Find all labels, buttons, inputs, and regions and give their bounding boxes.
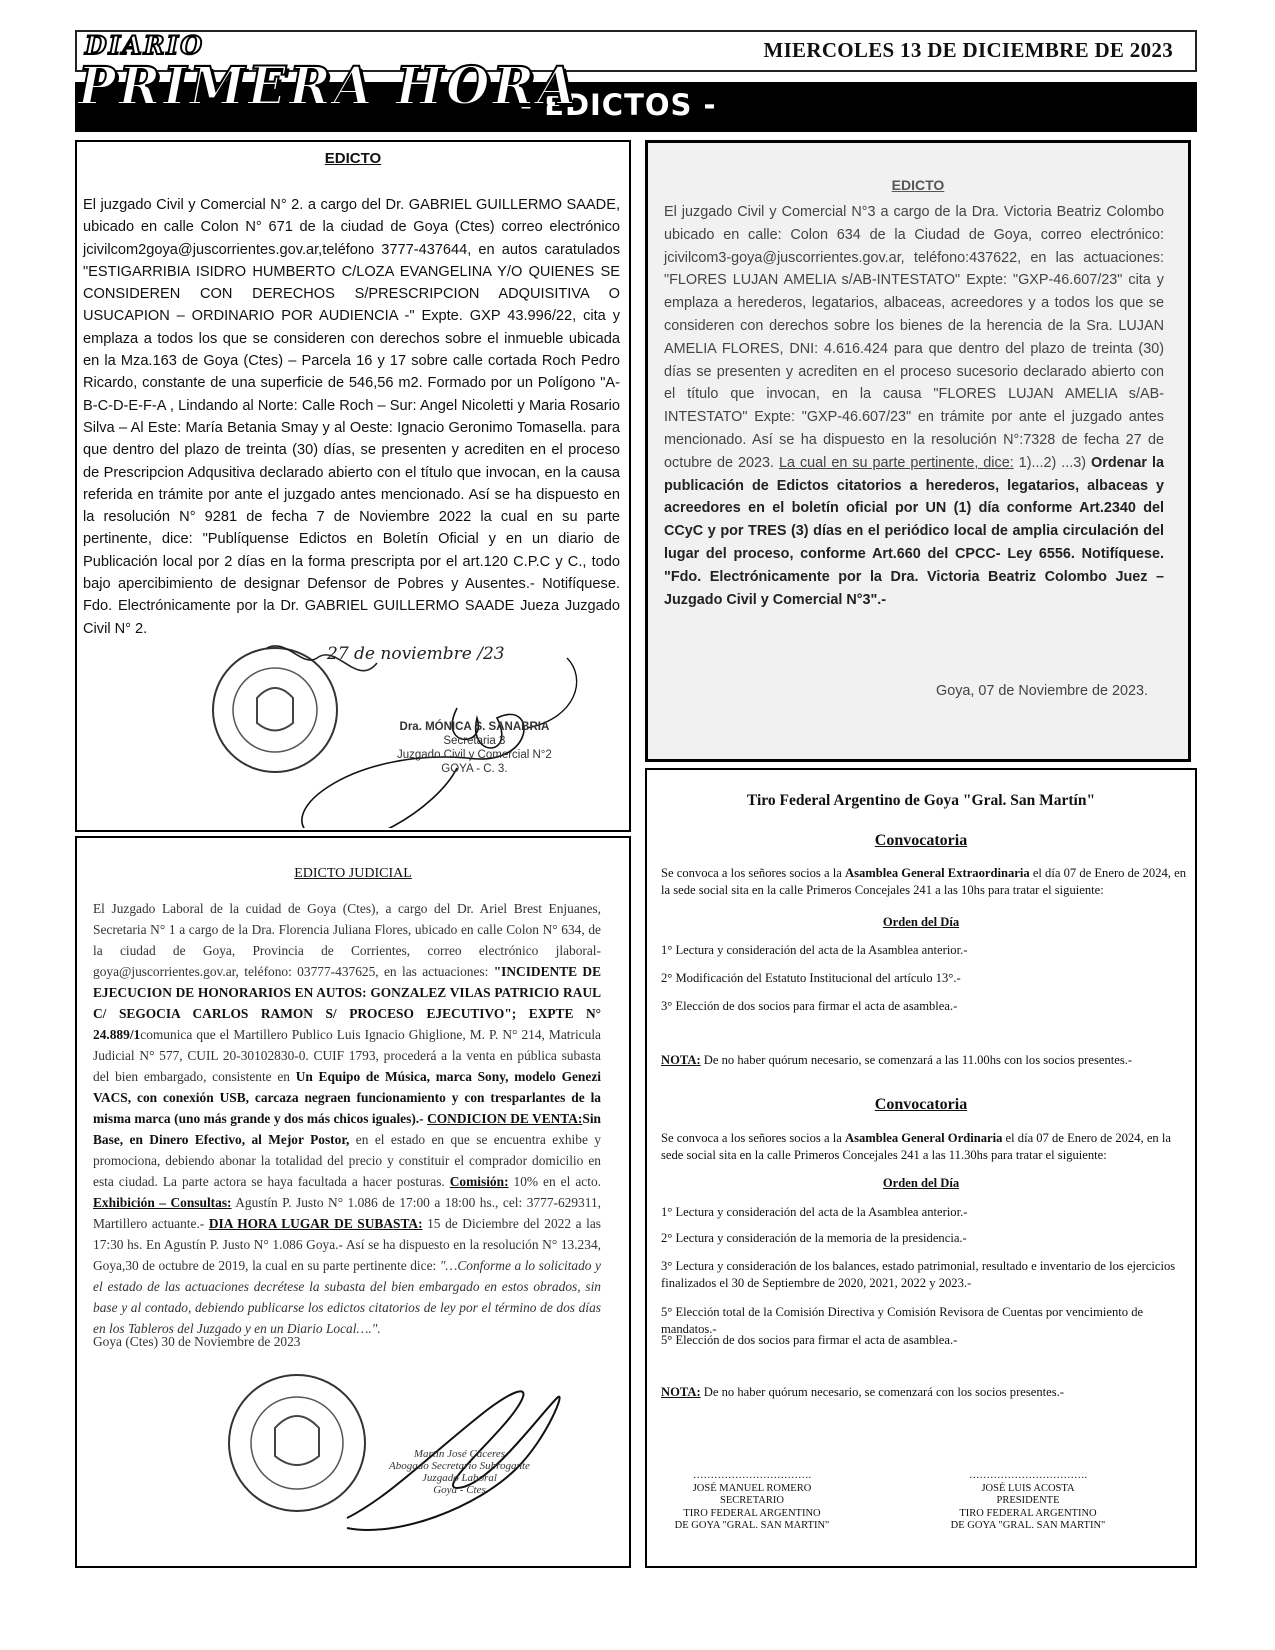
edict-title: EDICTO JUDICIAL (294, 866, 412, 881)
signature-secretario (667, 1470, 837, 1533)
handwritten-date: 27 de noviembre /23 (327, 644, 505, 664)
signer-org: DE GOYA "GRAL. SAN MARTIN" (674, 1520, 830, 1531)
nota-text: De no haber quórum necesario, se comenzará a las 11.00hs con los socios presentes.- (700, 1053, 1133, 1067)
edict-body-bold: Ordenar la publicación de Edictos citatorios a herederos, legatarios, albaceas y acreedores en el boletín oficial por UN (1) día conforme Art.2340 del CCyC y por TRES (3) días en el periódico local de amplia circulación del lugar del proceso, conforme Art.660 del CPCC- Ley 6556. Notifíquese. "Fdo. Electrónicamente por la Dra. Victoria Beatriz Colombo Juez – Juzgado Civil y Comercial N°3".- (664, 454, 1164, 608)
signer-name: Dra. MÓNICA S. SANABRIA (399, 721, 550, 733)
edict-label: Comisión: (449, 1174, 509, 1189)
signer-name: JOSÉ LUIS ACOSTA (981, 1482, 1075, 1494)
convocatoria-notice (645, 768, 1197, 1568)
intro-text: el día 07 de Enero de 2024, en la sede social sita en la calle Primeros Concejales 241 a las 11.30hs para tratar el siguiente: (661, 1131, 1171, 1162)
convocatoria-title: Convocatoria (874, 1096, 968, 1113)
signer-court: Juzgado Laboral (422, 1472, 497, 1484)
logo-diario: DIARIO (85, 31, 205, 60)
org-title: Tiro Federal Argentino de Goya "Gral. San Martín" (746, 792, 1096, 809)
edict-label: Exhibición – Consultas: (93, 1195, 232, 1210)
edict-text: 10% en el acto. (508, 1174, 601, 1189)
signer-name: JOSÉ MANUEL ROMERO (692, 1482, 812, 1494)
agenda-item: 5° Elección total de la Comisión Directiva y Comisión Revisora de Cuentas por vencimiento de mandatos.- (661, 1305, 1144, 1336)
agenda-item: 1° Lectura y consideración del acta de la Asamblea anterior.- (661, 943, 968, 957)
agenda-item: 2° Modificación del Estatuto Institucional del artículo 13°.- (661, 971, 961, 985)
edict-text: 15 de Diciembre del 2022 a las 17:30 hs. En Agustín P. Justo N° 1.086 Goya.- Así se ha dispuesto en la resolución N° 13.234, Goya,30 de octubre de 2019, la cual en su parte pertinente dice: (93, 1216, 602, 1273)
edict-body-underlined: La cual en su parte pertinente, dice: (778, 454, 1014, 471)
edict-title: EDICTO (324, 150, 382, 167)
edict-text: comunica que el Martillero Publico Luis Ignacio Ghiglione, M. P. N° 214, Matricula Judicial N° 577, CUIL 20-30102830-0. CUIF 1793, procederá a la venta en pública subasta del bien embargado, consistente en (93, 1027, 601, 1084)
signer-org: DE GOYA "GRAL. SAN MARTIN" (950, 1520, 1106, 1531)
place-date: Goya (Ctes) 30 de Noviembre de 2023 (93, 1334, 301, 1349)
signer-role: Abogado Secretario Subrogante (389, 1460, 530, 1472)
edict-text: en el estado en que se encuentra exhibe y promociona, debiendo abonar la totalidad del precio y constituir el comprador domicilio en esta ciudad. La parte actora se haya facultada a hacer posturas. (93, 1132, 601, 1189)
signature-line: ……………………………. (692, 1470, 812, 1481)
edict-text: El Juzgado Laboral de la cuidad de Goya (Ctes), a cargo del Dr. Ariel Brest Enjuanes, Secretaria N° 1 a cargo de la Dra. Florencia Juliana Flores, ubicado en calle Colon N° 634, de la ciudad de Goya, Provincia de Corrientes, correo electrónico jlaboral-goya@juscorrientes.gov.ar, teléfono: 03777-437625, en las actuaciones: (93, 901, 601, 979)
agenda-item: 2° Lectura y consideración de la memoria de la presidencia.- (661, 1231, 967, 1245)
nota-label: NOTA: (661, 1053, 701, 1067)
convocatoria-intro (661, 865, 1187, 899)
edict-label: CONDICION DE VENTA: (427, 1111, 583, 1126)
convocatoria-intro (661, 1130, 1187, 1164)
signer-org: TIRO FEDERAL ARGENTINO (683, 1507, 821, 1519)
signature-block (397, 720, 552, 776)
signer-role: Secretaria 3 (443, 735, 506, 747)
nota (661, 1384, 1187, 1401)
edict-title: EDICTO (891, 177, 945, 193)
edict-body-main: El juzgado Civil y Comercial N°3 a cargo de la Dra. Victoria Beatriz Colombo ubicado en calle: Colon 634 de la Ciudad de Goya, correo electrónico: jcivilcom3-goya@juscorrientes.gov.ar, teléfono:437622, en las actuaciones: "FLORES LUJAN AMELIA s/AB-INTESTATO" Expte: "GXP-46.607/23" cita y emplaza a herederos, legatarios, albaceas, acreedores y a todos los que se consideren con derechos sobre los bienes de la herencia de la Sra. LUJAN AMELIA FLORES, DNI: 4.616.424 para que dentro del plazo de treinta (30) días se presenten y acrediten en el proceso sucesorio declarado abierto con el título que invocan, en la causa "FLORES LUJAN AMELIA s/AB-INTESTATO" Expte: "GXP-46.607/23" en trámite por ante el juzgado antes mencionado. Así se ha dispuesto en la resolución N°:7328 de fecha 27 de octubre de 2023. (664, 204, 1164, 471)
agenda-title: Orden del Día (882, 1176, 960, 1190)
signer-role: SECRETARIO (720, 1495, 784, 1506)
nota-label: NOTA: (661, 1385, 701, 1399)
edict-body (93, 898, 601, 1339)
edict-item: Un Equipo de Música, marca Sony, modelo Genezi VACS, con conexión USB, carcaza negraen funcionamiento y con tresparlantes de la misma marca (uno más grande y dos más chicos iguales).- (93, 1069, 601, 1126)
signer-court: Juzgado Civil y Comercial N°2 (397, 749, 552, 761)
agenda-title: Orden del Día (882, 915, 960, 929)
intro-text: Se convoca a los señores socios a la (661, 1131, 845, 1145)
nota (661, 1052, 1187, 1069)
signer-name: Martin José Cáceres (413, 1448, 506, 1460)
agenda-item: 5° Elección de dos socios para firmar el acta de asamblea.- (661, 1333, 958, 1347)
edict-body-tail: 1)...2) ...3) (1013, 454, 1087, 471)
signer-city: GOYA - C. 3. (441, 763, 508, 775)
edict-body (664, 201, 1164, 611)
agenda-item: 3° Elección de dos socios para firmar el acta de asamblea.- (661, 999, 958, 1013)
edict-label: DIA HORA LUGAR DE SUBASTA: (208, 1216, 423, 1231)
signature-line: ……………………………. (968, 1470, 1088, 1481)
agenda-item: 3° Lectura y consideración de los balances, estado patrimonial, resultado e inventario de los ejercicios finalizados el 30 de Septiembre de 2020, 2021, 2022 y 2023.- (661, 1259, 1176, 1290)
edict-quote: "…Conforme a lo solicitado y el estado de las actuaciones decrétese la subasta del bien embargado en estos obrados, sin base y al contado, debiendo publicarse los edictos citatorios de ley por el término de dos días en los Tableros del Juzgado y en un Diario Local….". (93, 1258, 601, 1336)
edict-case: "INCIDENTE DE EJECUCION DE HONORARIOS EN AUTOS: GONZALEZ VILAS PATRICIO RAUL C/ SEGOCIA CARLOS RAMON S/ PROCESO EJECUTIVO"; EXPTE N° 24.889/1 (93, 964, 601, 1042)
signer-city: Goya - Ctes (433, 1484, 486, 1496)
agenda-item: 1° Lectura y consideración del acta de la Asamblea anterior.- (661, 1205, 968, 1219)
assembly-type: Asamblea General Ordinaria (844, 1131, 1003, 1145)
section-title: - EDICTOS - (520, 88, 717, 122)
signature-presidente (943, 1470, 1113, 1533)
edict-laboral (75, 836, 631, 1568)
signature-block (389, 1448, 530, 1496)
signer-org: TIRO FEDERAL ARGENTINO (959, 1507, 1097, 1519)
edict-terms: Sin Base, en Dinero Efectivo, al Mejor Postor, (93, 1111, 602, 1147)
assembly-type: Asamblea General Extraordinaria (844, 866, 1030, 880)
signer-role: PRESIDENTE (996, 1495, 1060, 1506)
issue-date: MIERCOLES 13 DE DICIEMBRE DE 2023 (763, 38, 1173, 62)
logo-primera-hora: PRIMERA HORA (78, 54, 579, 117)
edict-body: El juzgado Civil y Comercial N° 2. a cargo del Dr. GABRIEL GUILLERMO SAADE, ubicado en calle Colon N° 671 de la ciudad de Goya (Ctes) correo electrónico jcivilcom2goya@juscorrientes.gov.ar,teléfono 3777-437644, en autos caratulados "ESTIGARRIBIA ISIDRO HUMBERTO C/LOZA EVANGELINA Y/O QUIENES SE CONSIDEREN CON DERECHOS S/PRESCRIPCION ADQUISITIVA O USUCAPION – ORDINARIO POR AUDIENCIA -" Expte. GXP 43.996/22, cita y emplaza a todos los que se consideren con derechos sobre el inmueble ubicada en la Mza.163 de Goya (Ctes) – Parcela 16 y 17 sobre calle cortada Roch Pedro Ricardo, constante de una superficie de 546,56 m2. Formado por un Polígono "A-B-C-D-E-F-A , Lindando al Norte: Calle Roch – Sur: Angel Nicoletti y Maria Rosario Silva – Al Este: María Betania Smay y al Oeste: Ignacio Geronimo Tomasella. para que dentro del plazo de treinta (30) días, se presenten y acrediten en el proceso de Prescripcion Adqusitiva declarado abierto con el título que invocan, en la causa referida en trámite por ante el juzgado antes mencionado. Así se ha dispuesto en la resolución N° 9281 de fecha 7 de Noviembre 2022 la cual en su parte pertinente, dice: "Publíquense Edictos en Boletín Oficial y en un diario de Publicación local por 2 días en la forma prescripta por el art.120 C.P.C y C., todo bajo apercibimiento de designar Defensor de Pobres y Ausentes.- Notifíquese. Fdo. Electrónicamente por la Dr. GABRIEL GUILLERMO SAADE Jueza Juzgado Civil N° 2. (83, 197, 620, 637)
intro-text: Se convoca a los señores socios a la (661, 866, 845, 880)
edict-text: Agustín P. Justo N° 1.086 de 17:00 a 18:00 hs., cel: 3777-629311, Martillero actuante.- (93, 1195, 601, 1231)
intro-text: el día 07 de Enero de 2024, en la sede social sita en la calle Primeros Concejales 241 a las 10hs para tratar el siguiente: (661, 866, 1186, 897)
convocatoria-title: Convocatoria (874, 832, 968, 849)
place-date: Goya, 07 de Noviembre de 2023. (936, 683, 1148, 699)
edict-civil-2 (75, 140, 631, 832)
edict-civil-3 (645, 140, 1191, 762)
nota-text: De no haber quórum necesario, se comenzará con los socios presentes.- (700, 1385, 1064, 1399)
